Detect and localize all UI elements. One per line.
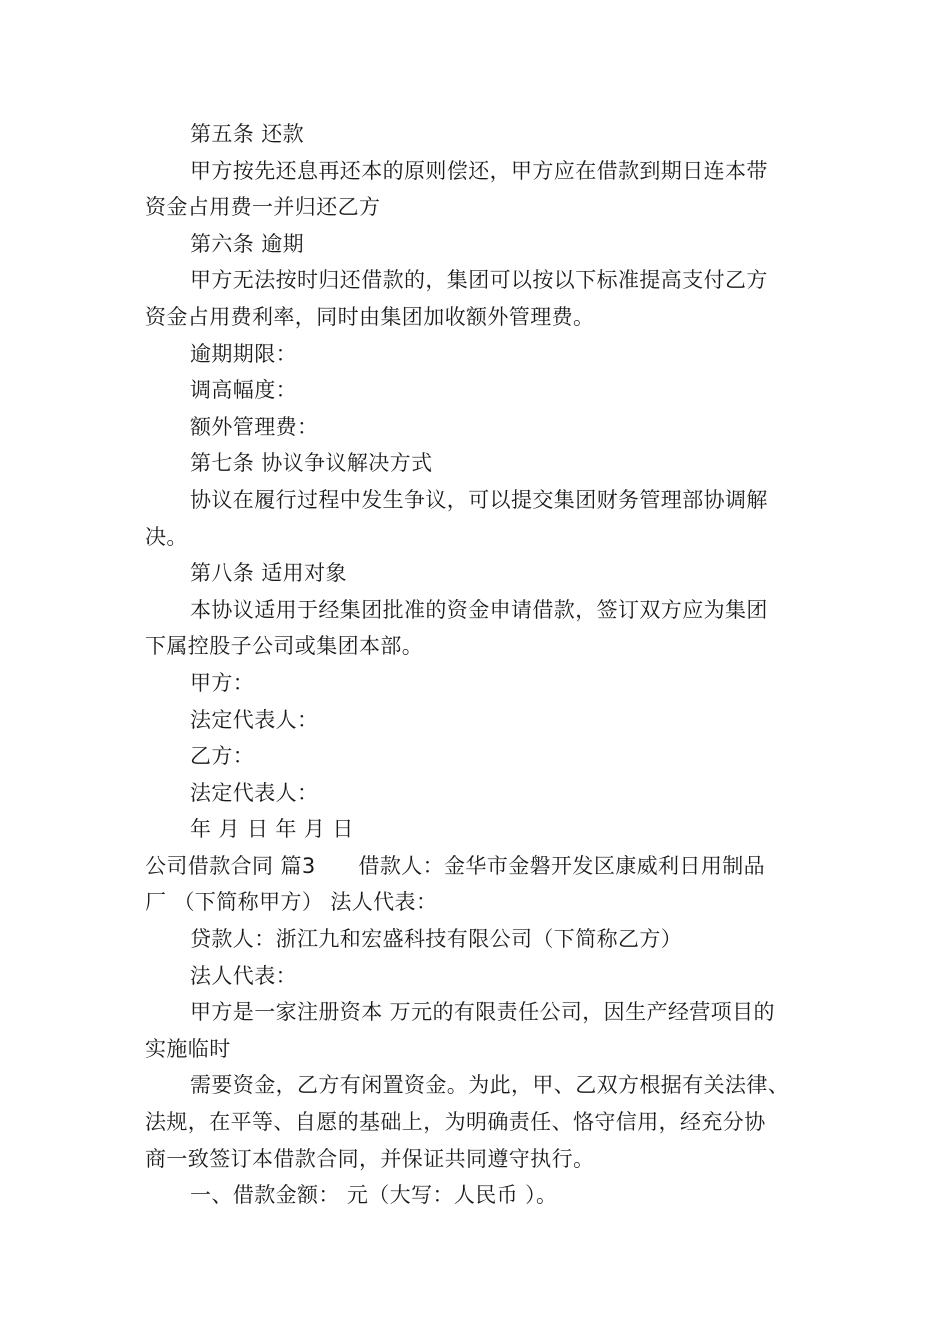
paragraph-line: 协议在履行过程中发生争议，可以提交集团财务管理部协调解 xyxy=(190,487,768,512)
article-heading: 第六条 逾期 xyxy=(190,231,305,256)
paragraph-line: 决。 xyxy=(145,524,188,549)
article-heading: 第七条 协议争议解决方式 xyxy=(190,451,433,476)
paragraph-line: 法规，在平等、自愿的基础上，为明确责任、恪守信用，经充分协 xyxy=(145,1110,766,1135)
party-line: 贷款人：浙江九和宏盛科技有限公司（下简称乙方） xyxy=(190,927,683,952)
form-field-label: 调高幅度： xyxy=(190,378,297,403)
date-line: 年 月 日 年 月 日 xyxy=(190,817,354,842)
section-title-line: 公司借款合同 篇3 借款人：金华市金磐开发区康威利日用制品 xyxy=(145,853,766,878)
signature-label: 甲方： xyxy=(190,670,255,695)
party-line: 法人代表： xyxy=(190,963,297,988)
form-field-label: 逾期期限： xyxy=(190,341,297,366)
form-field-label: 额外管理费： xyxy=(190,414,319,439)
paragraph-line: 甲方按先还息再还本的原则偿还，甲方应在借款到期日连本带 xyxy=(190,158,768,183)
signature-label: 乙方： xyxy=(190,744,255,769)
signature-label: 法定代表人： xyxy=(190,707,319,732)
paragraph-line: 本协议适用于经集团批准的资金申请借款，签订双方应为集团 xyxy=(190,597,768,622)
paragraph-line: 下属控股子公司或集团本部。 xyxy=(145,634,424,659)
paragraph-line: 需要资金，乙方有闲置资金。为此，甲、乙双方根据有关法律、 xyxy=(190,1073,790,1098)
paragraph-line: 厂 （下简称甲方） 法人代表： xyxy=(145,890,438,915)
clause-line: 一、借款金额： 元（大写：人民币 ）。 xyxy=(190,1183,558,1208)
paragraph-line: 甲方是一家注册资本 万元的有限责任公司，因生产经营项目的 xyxy=(190,1000,775,1025)
article-heading: 第八条 适用对象 xyxy=(190,561,347,586)
article-heading: 第五条 还款 xyxy=(190,122,305,146)
paragraph-line: 甲方无法按时归还借款的，集团可以按以下标准提高支付乙方 xyxy=(190,268,768,293)
paragraph-line: 资金占用费一并归还乙方 xyxy=(145,195,381,220)
paragraph-line: 商一致签订本借款合同，并保证共同遵守执行。 xyxy=(145,1146,595,1171)
document-body xyxy=(145,116,813,1214)
paragraph-line: 资金占用费利率，同时由集团加收额外管理费。 xyxy=(145,304,595,329)
paragraph-line: 实施临时 xyxy=(145,1036,231,1061)
signature-label: 法定代表人： xyxy=(190,780,319,805)
